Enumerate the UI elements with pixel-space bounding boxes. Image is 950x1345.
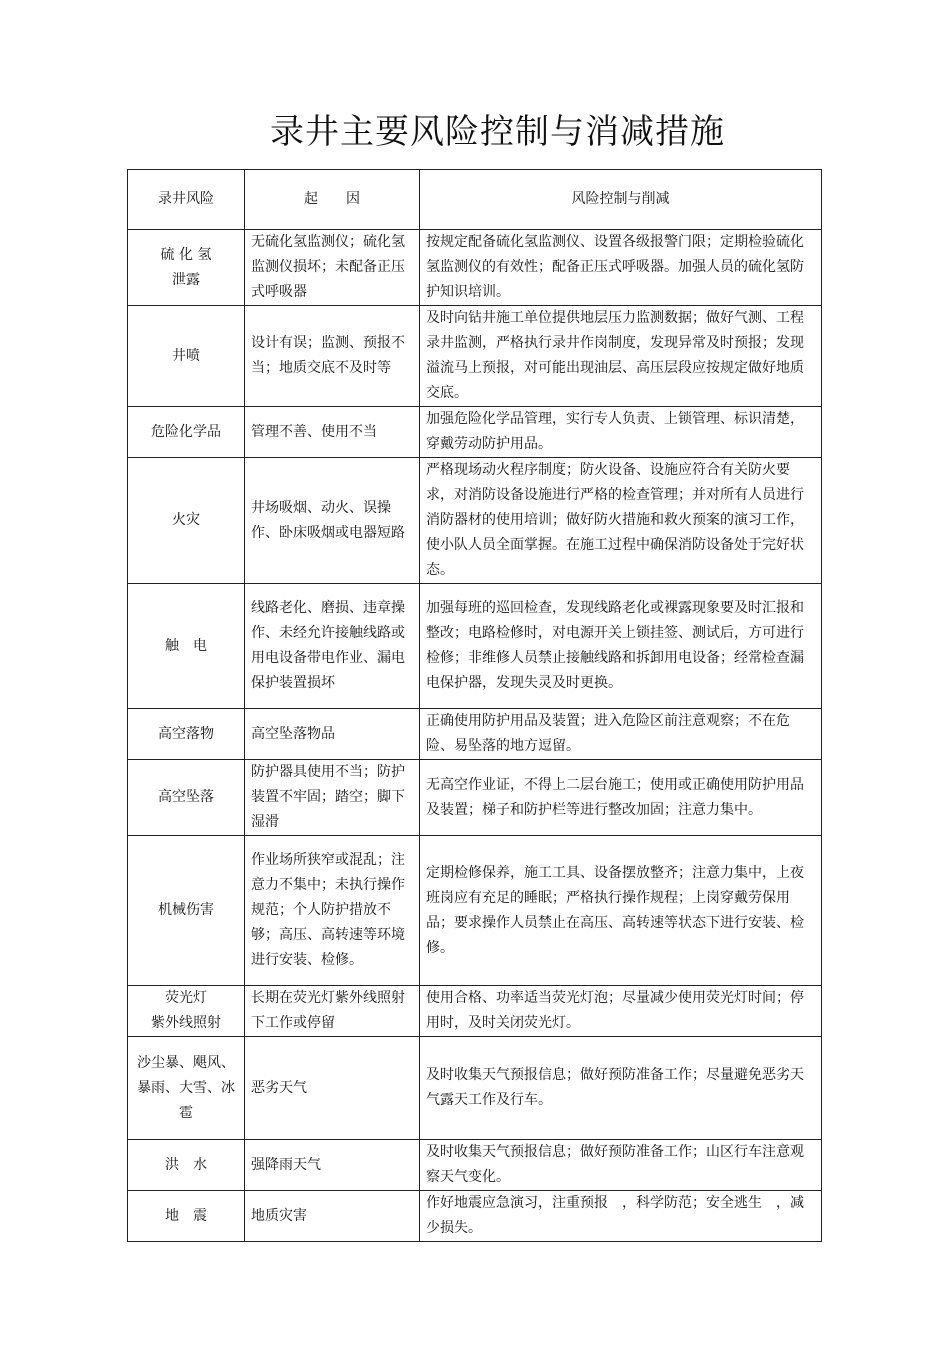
cause-cell: 强降雨天气 [245,1140,420,1191]
risk-cell: 机械伤害 [128,836,245,986]
table-row [128,709,822,760]
table-row [128,1191,822,1242]
document-title: 录井主要风险控制与消减措施 [270,112,725,152]
cause-cell: 井场吸烟、动火、误操作、卧床吸烟或电器短路 [245,458,420,584]
risk-cell: 危险化学品 [128,407,245,458]
measure-cell: 作好地震应急演习，注重预报 ，科学防范；安全逃生 ，减少损失。 [420,1191,822,1242]
table-row [128,458,822,584]
measure-cell: 及时收集天气预报信息；做好预防准备工作；山区行车注意观察天气变化。 [420,1140,822,1191]
cause-cell: 恶劣天气 [245,1037,420,1140]
risk-cell: 洪 水 [128,1140,245,1191]
table-row [128,986,822,1037]
risk-control-table [127,169,822,1242]
measure-cell: 正确使用防护用品及装置；进入危险区前注意观察；不在危险、易坠落的地方逗留。 [420,709,822,760]
header-risk: 录井风险 [128,170,245,230]
table-row [128,1037,822,1140]
measure-cell: 使用合格、功率适当荧光灯泡；尽量减少使用荧光灯时间；停用时，及时关闭荧光灯。 [420,986,822,1037]
header-measure: 风险控制与削减 [420,170,822,230]
risk-cell: 高空坠落 [128,760,245,836]
risk-cell: 火灾 [128,458,245,584]
risk-cell: 硫 化 氢 泄露 [128,230,245,306]
measure-cell: 定期检修保养，施工工具、设备摆放整齐；注意力集中，上夜班岗应有充足的睡眠；严格执行操作规程；上岗穿戴劳保用品；要求操作人员禁止在高压、高转速等状态下进行安装、检修。 [420,836,822,986]
risk-cell: 沙尘暴、飓风、暴雨、大雪、冰雹 [128,1037,245,1140]
table-row [128,836,822,986]
risk-cell: 井喷 [128,306,245,407]
cause-cell: 防护器具使用不当；防护装置不牢固；踏空；脚下湿滑 [245,760,420,836]
measure-cell: 按规定配备硫化氢监测仪、设置各级报警门限；定期检验硫化氢监测仪的有效性；配备正压式呼吸器。加强人员的硫化氢防护知识培训。 [420,230,822,306]
measure-cell: 加强危险化学品管理，实行专人负责、上锁管理、标识清楚，穿戴劳动防护用品。 [420,407,822,458]
risk-cell: 高空落物 [128,709,245,760]
measure-cell: 及时向钻井施工单位提供地层压力监测数据；做好气测、工程录井监测，严格执行录井作岗制度，发现异常及时预报；发现溢流马上预报，对可能出现油层、高压层段应按规定做好地质交底。 [420,306,822,407]
cause-cell: 设计有误；监测、预报不当；地质交底不及时等 [245,306,420,407]
table-row [128,407,822,458]
table-row [128,306,822,407]
measure-cell: 及时收集天气预报信息；做好预防准备工作；尽量避免恶劣天气露天工作及行车。 [420,1037,822,1140]
measure-cell: 加强每班的巡回检查，发现线路老化或裸露现象要及时汇报和整改；电路检修时，对电源开关上锁挂签、测试后，方可进行检修；非维修人员禁止接触线路和拆卸用电设备；经常检查漏电保护器，发现失灵及时更换。 [420,584,822,709]
table-row [128,584,822,709]
cause-cell: 作业场所狭窄或混乱；注意力不集中；未执行操作规范；个人防护措放不够；高压、高转速等环境进行安装、检修。 [245,836,420,986]
cause-cell: 长期在荧光灯紫外线照射下工作或停留 [245,986,420,1037]
table-row [128,1140,822,1191]
cause-cell: 线路老化、磨损、违章操作、未经允许接触线路或用电设备带电作业、漏电保护装置损坏 [245,584,420,709]
table-header-row [128,170,822,230]
table-row [128,760,822,836]
measure-cell: 无高空作业证，不得上二层台施工；使用或正确使用防护用品及装置；梯子和防护栏等进行整改加固；注意力集中。 [420,760,822,836]
cause-cell: 无硫化氢监测仪；硫化氢监测仪损坏；未配备正压式呼吸器 [245,230,420,306]
risk-cell: 荧光灯 紫外线照射 [128,986,245,1037]
risk-cell: 地 震 [128,1191,245,1242]
measure-cell: 严格现场动火程序制度；防火设备、设施应符合有关防火要求，对消防设备设施进行严格的检查管理；并对所有人员进行消防器材的使用培训；做好防火措施和救火预案的演习工作，使小队人员全面掌握。在施工过程中确保消防设备处于完好状态。 [420,458,822,584]
risk-cell: 触 电 [128,584,245,709]
header-cause: 起 因 [245,170,420,230]
cause-cell: 管理不善、使用不当 [245,407,420,458]
table-row [128,230,822,306]
cause-cell: 地质灾害 [245,1191,420,1242]
cause-cell: 高空坠落物品 [245,709,420,760]
